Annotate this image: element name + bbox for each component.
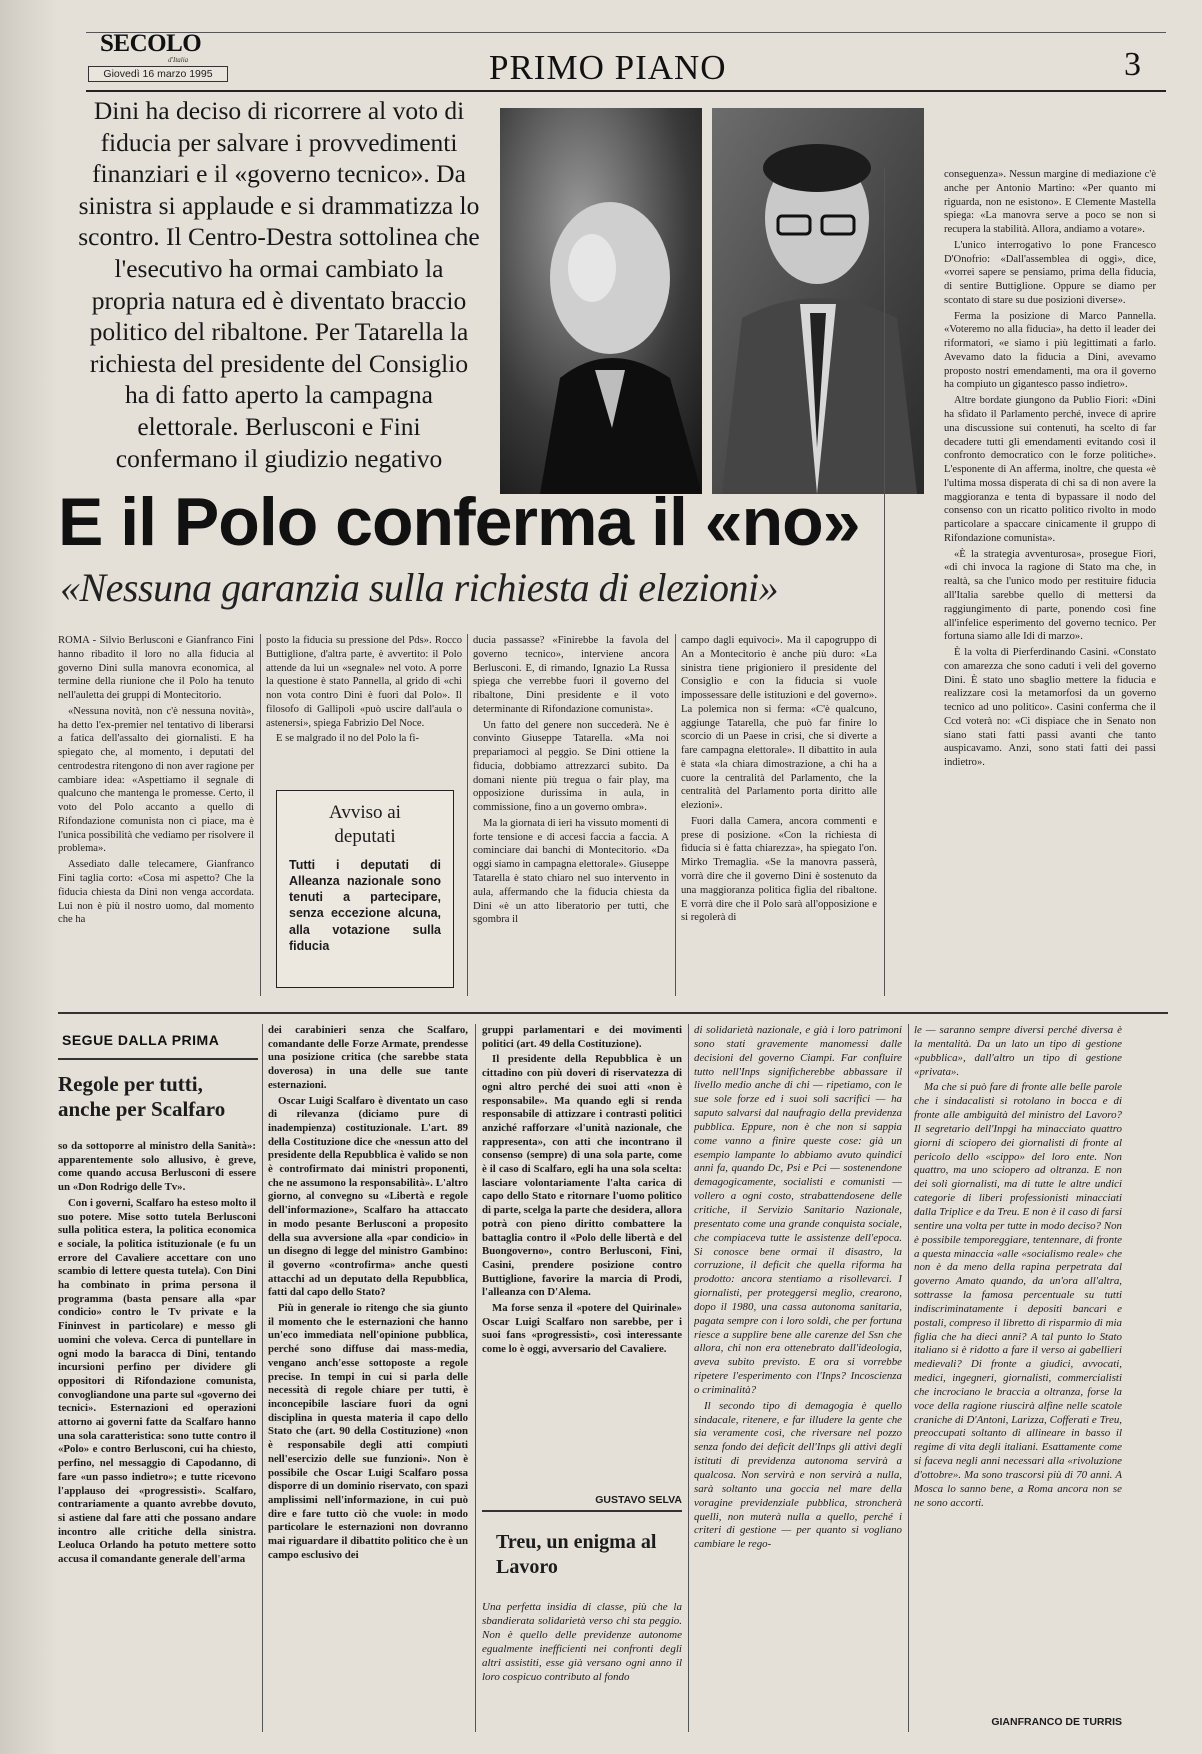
treu-headline: Treu, un enigma al Lavoro [496, 1531, 657, 1578]
masthead-bottom-rule [86, 90, 1166, 92]
section-title: PRIMO PIANO [489, 48, 727, 87]
segue-paragraph: dei carabinieri senza che Scalfaro, comandante delle Forze Armate, prendesse una posizione critica (che sarebbe stata doverosa) in una delle sue tante esternazioni. [268, 1024, 468, 1091]
main-headline: E il Polo conferma il «no» [58, 484, 860, 560]
column-divider [884, 168, 885, 996]
segue-paragraph: Il presidente della Repubblica è un cittadino con più doveri di riservatezza di ogni altro perché dei suoi atti «non è responsabile». Ma quando egli si renda responsabile di attizzare i contrasti politici anziché rafforzare «l'unità nazionale, che rappresenta», con atti che incontrano il consenso (sempre) di una sola parte, come è il caso di Scalfaro, egli ha una sola scelta: lasciare volontariamente l'alta carica di capo dello Stato e ritornare l'uomo politico di parte, scelga la parte che desidera, allora potrà con pieno diritto combattere la battaglia contro il «Polo delle libertà e del Buongoverno», contro Berlusconi, Fini, Casini, prendere posizione contro Buttiglione, favorire la marcia di Prodi, l'alleanza con D'Alema. [482, 1053, 682, 1299]
column-divider [688, 1024, 689, 1732]
segue-label-rule [58, 1058, 258, 1060]
column-divider [260, 634, 261, 996]
main-article-paragraph: «È la strategia avventurosa», prosegue Fiori, «di chi invoca la ragione di Stato ma che, in realtà, sa che l'unico modo per restituire fiducia all'Italia sarebbe quello di mettersi da raggiungimento di parte, ponendo così fine all'infelice esperimento del governo tecnico. Per fortuna siamo alle Idi di marzo». [944, 548, 1156, 643]
segue-end-rule [482, 1510, 682, 1512]
main-article-paragraph: posto la fiducia su pressione del Pds». Rocco Buttiglione, d'altra parte, è avvertito: il Polo attende da lui un «segnale» nel voto. A porre la questione è stato Pannella, al grido di «chi non vota contro Dini è fuori dal Polo». Il filosofo di Gallipoli «può uscire dall'aula o astenersi», spiega Fabrizio Del Noce. [266, 635, 462, 729]
main-subheadline: «Nessuna garanzia sulla richiesta di elezioni» [60, 565, 779, 610]
main-article-paragraph: Ferma la posizione di Marco Pannella. «Voteremo no alla fiducia», ha detto il leader dei riformatori, «e siamo i più legittimati a farlo. Avevamo dato la fiducia a Dini, avevamo proposto nostri emendamenti, ma ora il governo ha compiuto un gigantesco passo indietro». [944, 310, 1156, 391]
masthead [0, 0, 1202, 95]
column-divider [467, 634, 468, 996]
newspaper-logo-sub: d'Italia [168, 56, 189, 64]
photo-berlusconi [500, 108, 702, 494]
segue-paragraph: Ma forse senza il «potere del Quirinale» Oscar Luigi Scalfaro non sarebbe, per i suoi fans «progressisti», così interessante come lo è oggi, avversario del Cavaliere. [482, 1302, 682, 1356]
main-article-paragraph: E se malgrado il no del Polo la fi- [276, 733, 419, 744]
segue-paragraph: Con i governi, Scalfaro ha esteso molto il suo potere. Mise sotto tutela Berlusconi sulla politica estera, la politica economica e sociale, la politica istituzionale (e fu un errore del Cavaliere accettare con uno scambio di lettere questa tutela). Con Dini ha combinato in prima persona il programma (basta pensare alla «par condicio» contro le Tv private e la Fininvest in particolare) e messo gli uomini che volevа. Cerca di puntellare in ogni modo la baracca di Dini, tentando incursioni perfino per dividere gli oppositori di Rifondazione comunista, convogliandone una parte sul «governo dei tecnici». Esternazioni ed operazioni attorno ai governi fatte da Scalfaro hanno una sola caratteristica: sono tutte contro il «Polo» e contro Berlusconi, cui ha chiesto, perfino, nel messaggio di Capodanno, di fare «un passo indietro»; e tutte ricevono l'applauso dei «progressisti». Scalfaro, contrariamente a quanto avrebbe dovuto, si astiene dal fare atti che possano andare incontro alle critiche della sinistra. Leoluca Orlando ha potuto mettere sotto accusa il comandante generale dell'arma [58, 1196, 256, 1566]
treu-paragraph: di solidarietà nazionale, e già i loro patrimoni sono stati gravemente manomessi dalle decisioni del governo Ciampi. Far confluire tutto nell'Inps significherebbe abbassare il livello medio anche di chi — ripetiamo, con le sue sole forze ed i suoi soli sacrifici — ha saputo salvarsi dal naufragio della previdenza pubblica. Eppure, non è che non si sappia come vanno a finire queste cose: già un esempio lampante lo abbiamo avuto quindici anni fa, quando Dc, Psi e Pci — sostenendone demagogicamente, socialisti e comunisti — vollero a ogni costo, strabattendosene delle critiche, il Servizio Sanitario Nazionale, presentato come una grande conquista sociale, che compiaceva tutte le assistenze dell'epoca. Si conosce bene ormai il disastro, la corruzione, il deficit che quella riforma ha prodotto: ancora stentiamo a risollevarci. I giornalisti, per proteggersi meglio, crearono, dopo il 1980, una cassa autonoma sanitaria, pagata sempre con i loro soldi, che per fortuna riesce a supplire bene alle carenze del Ssn che allora, chi non era ottenebrato dall'ideologia, aveva subito previsto. E ora si vorrebbe ripetere l'esperimento con l'Inps? Incoscienza o criminalità? [694, 1024, 902, 1396]
main-article-col1 [58, 634, 254, 996]
segue-col2 [268, 1024, 468, 1730]
treu-col2 [694, 1024, 902, 1730]
main-article-paragraph: campo dagli equivoci». Ma il capogruppo di An a Montecitorio è anche più duro: «La sinistra tiene prigioniero il presidente del Consiglio e con la fiducia si vuole impossessare delle istituzioni e del governo». La polemica non si ferma: «C'è qualcuno, aggiunge Tatarella, che può far finire lo scorcio di un Paese in crisi, che si diverte a fare campagna elettorale». Il dibattito in aula è stata «la chiara dimostrazione, a chi ha a cuore la centralità del Parlamento, che la centralità del Parlamento porta diritto alle elezioni». [681, 635, 877, 812]
column-divider [475, 1024, 476, 1732]
main-article-paragraph: ROMA - Silvio Berlusconi e Gianfranco Fini hanno ribadito il loro no alla fiducia al governo Dini sulla manovra economica, al termine della riunione che il Polo ha tenuto nell'auletta dei gruppi di Montecitorio. [58, 635, 254, 702]
main-article-paragraph: Assediato dalle telecamere, Gianfranco Fini taglia corto: «Cosa mi aspetto? Che la fiducia chiesta da Dini non venga accordata. Lui non è più il nostro uomo, dal momento che ha [58, 859, 254, 926]
segue-paragraph: so da sottoporre al ministro della Sanità»: apparentemente solo allusivo, è greve, come quando accusa Berlusconi di essere un «Don Rodrigo delle Tv». [58, 1140, 256, 1194]
main-article-paragraph: Fuori dalla Camera, ancora commenti e prese di posizione. «Con la richiesta di fiducia si è fatta chiarezza», ha spiegato l'on. Mirko Tremaglia. «Se la manovra passerà, vorrà dire che il governo Dini è sostenuto da una maggioranza politica figlia del ribaltone. E vorrà dire che il Polo sarà all'opposizione e si regolerà di [681, 815, 877, 924]
segue-paragraph: Oscar Luigi Scalfaro è diventato un caso di rilevanza (diciamo pure di inadempienza) costituzionale. L'art. 89 della Costituzione dice che «nessun atto del presidente della Repubblica è valido se non è controfirmato dai ministri proponenti, che ne assumono la responsabilità». L'altro giorno, al convegno su «Libertà e regole dell'informazione», Scalfaro ha attaccato in modo pesante Berlusconi a proposito della sua avversione alla «par condicio» in un disegno di legge del ministro Gambino: il governo «controfirma» anche questi attacchi ad un deputato della Repubblica, fatti dal capo dello Stato? [268, 1094, 468, 1299]
treu-paragraph: Una perfetta insidia di classe, più che la sbandierata solidarietà verso chi sta peggio. Non è quello delle previdenze autonome egualmente inefficienti nei confronti degli altri assistiti, esse già versano ogni anno il loro cospicuo contributo al fondo [482, 1601, 682, 1684]
main-article-col4 [681, 634, 877, 996]
main-article-paragraph: Ma la giornata di ieri ha vissuto momenti di forte tensione e di accesi faccia a faccia. A cominciare dai banchi di Montecitorio. «Da oggi siamo in campagna elettorale». Giuseppe Tatarella è stato chiaro nel suo intervento in aula, affermando che la fiducia chiesta da Dini «è un atto liberatorio per tutti, che sgombra il [473, 817, 669, 926]
segue-paragraph: gruppi parlamentari e dei movimenti politici (art. 49 della Costituzione). [482, 1024, 682, 1050]
treu-author: GIANFRANCO DE TURRIS [991, 1716, 1122, 1728]
segue-col1 [58, 1140, 256, 1730]
segue-paragraph: Più in generale io ritengo che sia giunto il momento che le esternazioni che hanno un'eco immediata nell'opinione pubblica, perché sono diffuse dai mass-media, vengano anch'esse sottoposte a regole precise. In tempi in cui si parla delle necessità di regole chiare per tutti, è inconcepibile lasciare fuori da ogni disciplina in questa materia il capo dello Stato che (art. 90 della Costituzione) «non è responsabile degli atti compiuti nell'esercizio delle sue funzioni». Non è possibile che Oscar Luigi Scalfaro possa disporre di un dominio riservato, con spazi amplissimi nell'informazione, in cui può dire e fare tutto ciò che vuole: in modo particolare le esternazioni non dovrannо mai riguardare il dibattito politico che è un campo esclusivo dei [268, 1302, 468, 1561]
main-article-col5 [944, 168, 1156, 1008]
treu-col1 [482, 1600, 682, 1730]
column-divider [262, 1024, 263, 1732]
column-divider [908, 1024, 909, 1732]
treu-paragraph: le — saranno sempre diversi perché diversa è la mentalità. Da un lato un tipo di gestione «pubblica», dall'altro un tipo di gestione «privata». [914, 1024, 1122, 1078]
main-article-col2 [266, 634, 462, 744]
segue-headline: Regole per tutti, anche per Scalfaro [58, 1072, 226, 1122]
masthead-top-rule [86, 32, 1166, 33]
newspaper-logo: SECOLO [100, 30, 202, 57]
main-article-paragraph: Un fatto del genere non succederà. Ne è convinto Giuseppe Tatarella. «Ma noi prepariamoci al peggio. Se Dini ottiene la fiducia, dobbiamo attrezzarci subito. Da domani niente più tregua o fair play, ma opposizione durissima in aula, in commissione, fino a un governo ombra». [473, 719, 669, 814]
segue-label: SEGUE DALLA PRIMA [62, 1032, 220, 1048]
treu-paragraph: Il secondo tipo di demagogia è quello sindacale, ritenere, e far illudere la gente che sia veramente così, che riversare nel pozzo senza fondo dei deficit dell'Inps gli attivi degli istituti di previdenza autonoma servirà a qualcosa. Non servirà e non servirà a nulla, sarà soltanto una goccia nel mare della voragine previdenziale pubblica, stroncherà quelli, non muterà nulla a quello, perché i criteri di gestione — per quanto si vogliano cambiare le rego- [694, 1399, 902, 1551]
notice-box [276, 790, 454, 988]
section-separator [58, 1012, 1168, 1014]
notice-box-title: Avviso ai deputati [329, 802, 401, 847]
main-article-paragraph: ducia passasse? «Finirebbe la favola del governo tecnico», interviene ancora Berlusconi. E, di rimando, Ignazio La Russa spiega che verrebbe fuori il governo del ribaltone, Dini presidente e il voto determinante di Rifondazione comunista». [473, 635, 669, 715]
treu-col3 [914, 1024, 1122, 1714]
segue-author: GUSTAVO SELVA [595, 1494, 682, 1506]
main-article-paragraph: È la volta di Pierferdinando Casini. «Constato con amarezza che sono caduti i veli del governo Dini. È stato uno sbaglio mettere la fiducia e realizzare così la metamorfosi da un governo tecnico ad uno politico». Casini conferma che il Ccd voterà no: «Ci dispiace che in Senato non siano stati fatti passi avanti che tanto auspicavamo. Anzi, sono stati fatti dei passi indietro». [944, 647, 1156, 769]
main-article-col3 [473, 634, 669, 996]
treu-paragraph: Ma che si può fare di fronte alle belle parole che i sindacalisti si rotolano in bocca e di fronte alle ambiguità del ministro del Lavoro? Il segretario dell'Inpgi ha minacciato quattro giorni di sciopero dei giornalisti di fronte al pericolo dello «scippo» del loro ente. Non quattro, ma uno sciopero ad oltranza. E non dei soli giornalisti, ma di tutte le altre undici categorie di liberi professionisti minacciati dalla Triplice e da Treu. E non è il caso di farsi sentire una volta per tutte in modo deciso? Non è possibile temporeggiare, tentennare, di fronte a questa minaccia «alle «socialismo reale» che non è da meno della rapina perpetrata dal governo Amato quando, da un'ora all'altra, sottrasse la famosa percentuale su tutti indiscriminatamente i depositi bancari e postali, compreso il libretto di risparmio di mia figlia che ha dieci anni? A tal punto lo Stato italiano si è ridotto a fare il verso ai gabellieri medievali? Di fronte a giudici, avvocati, medici, ingegneri, giornalisti, commercialisti che incrociano le braccia a oltranza, forse la voce della ragione riuscirà alfine nelle scatole craniche di D'Antoni, Larizza, Cofferati e Treu, preoccupati soltanto di allineare in basso il regime di vita degli italiani. Esattamente come si faceva negli anni necessari alla «rivoluzione d'ottobre». Ma sono trascorsi più di 70 anni. A Mosca lo sanno bene, a Roma ancora non se ne sono accorti. [914, 1081, 1122, 1509]
summary-deck: Dini ha deciso di ricorrere al voto di fiducia per salvare i provvedimenti finanziari e il «governo tecnico». Da sinistra si applaude e si drammatizza lo scontro. Il Centro-Destra sottolinea che l'esecutivo ha ormai cambiato la propria natura ed è diventato braccio politico del ribaltone. Per Tatarella la richiesta del presidente del Consiglio ha di fatto aperto la campagna elettorale. Berlusconi e Fini confermano il giudizio negativo [78, 96, 480, 473]
segue-col3 [482, 1024, 682, 1506]
main-article-paragraph: «Nessuna novità, non c'è nessuna novità», ha detto l'ex-premier nel tentativo di liberarsi a fatica dell'assalto dei giornalisti. E ha spiegato che, al momento, i deputati del centrodestra ritengono di non aver ragione per cambiare idea: «Aspettiamo il segnale di qualcuno che mantenga le promesse. Certo, il voto del Polo accanto a quello di Rifondazione comunista non ci piace, ma è l'unica possibilità che vediamo per risolvere il problema». [58, 705, 254, 855]
column-divider [675, 634, 676, 996]
main-article-paragraph: L'unico interrogativo lo pone Francesco D'Onofrio: «Dall'assemblea di oggi», dice, «vorrei sapere se pensiamo, prima della fiducia, di sentire Buttiglione. Oppure se diamo per scontato di stare su due posizioni diverse». [944, 239, 1156, 306]
page-edge-shadow [0, 0, 58, 1754]
page-number: 3 [1124, 46, 1141, 83]
notice-box-body: Tutti i deputati di Alleanza nazionale sono tenuti a partecipare, senza eccezione alcuna, alla votazione sulla fiducia [289, 857, 441, 953]
issue-date: Giovedì 16 marzo 1995 [88, 66, 228, 82]
photo-dini [712, 108, 924, 494]
main-article-paragraph: Altre bordate giungono da Publio Fiori: «Dini ha sfidato il Parlamento perché, invece di aprire una discussione sui contenuti, ha scelto di far decadere tutti gli emendamenti evitando così il confronto democratico con le forze politiche». L'esponente di An afferma, inoltre, che questa «è l'ultima mossa disperata di chi sa di non avere la maggioranza e tenta di bypassare il nodo del consenso con un ricatto politico rivolto in modo particolare a spaccare cinicamente il gruppo di Rifondazione comunista». [944, 395, 1156, 544]
main-article-paragraph: conseguenza». Nessun margine di mediazione c'è anche per Antonio Martino: «Per quanto mi riguarda, non ne esistono». E Clemente Mastella spiega: «La manovra serve a poco se non si recupera la stabilità. Allora, andiamo a votare». [944, 169, 1156, 236]
